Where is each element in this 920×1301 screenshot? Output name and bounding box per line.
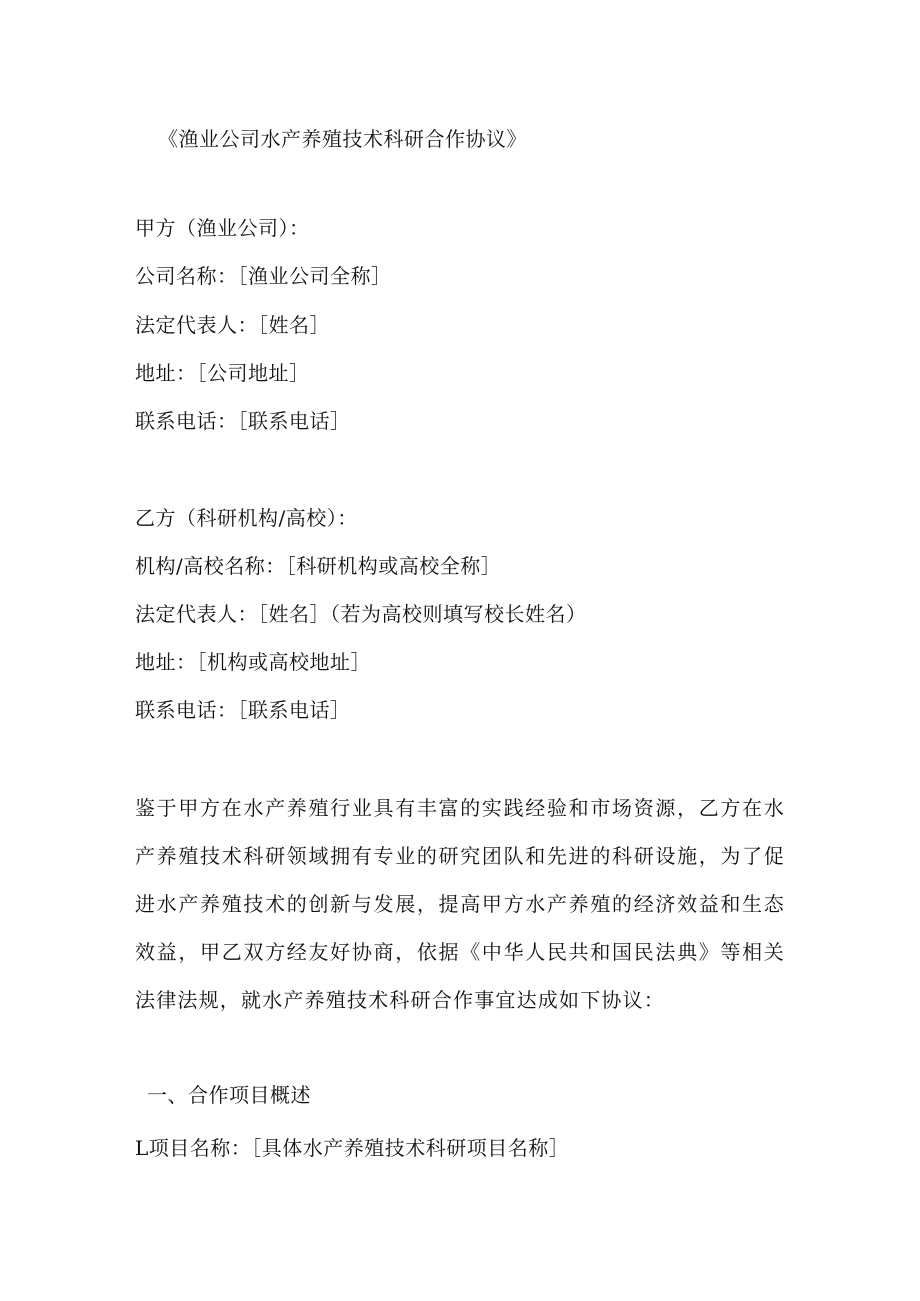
party-a-heading: 甲方（渔业公司）： (135, 216, 310, 240)
party-b-address: 地址：［机构或高校地址］ (135, 650, 371, 674)
section-1-item-1: L项目名称：［具体水产养殖技术科研项目名称］ (135, 1136, 570, 1160)
preamble-paragraph: 鉴于甲方在水产养殖行业具有丰富的实践经验和市场资源，乙方在水产养殖技术科研领域拥有专业的研究团队和先进的科研设施，为了促进水产养殖技术的创新与发展，提高甲方水产养殖的经济效益和生态效益，甲乙双方经友好协商，依据《中华人民共和国民法典》等相关法律法规，就水产养殖技术科研合作事宜达成如下协议： (135, 796, 785, 1012)
party-a-phone: 联系电话：［联系电话］ (135, 409, 351, 433)
party-a-address: 地址：［公司地址］ (135, 361, 310, 385)
party-b-institution-name: 机构/高校名称：［科研机构或高校全称］ (135, 554, 502, 578)
section-1-heading: 一、合作项目概述 (147, 1083, 311, 1107)
party-a-company-name: 公司名称：［渔业公司全称］ (135, 264, 392, 288)
party-b-legal-rep: 法定代表人：［姓名］（若为高校则填写校长姓名） (135, 602, 587, 626)
party-b-phone: 联系电话：［联系电话］ (135, 698, 351, 722)
party-a-legal-rep: 法定代表人：［姓名］ (135, 313, 330, 337)
party-b-heading: 乙方（科研机构/高校）： (135, 506, 358, 530)
document-title: 《渔业公司水产养殖技术科研合作协议》 (158, 127, 527, 151)
